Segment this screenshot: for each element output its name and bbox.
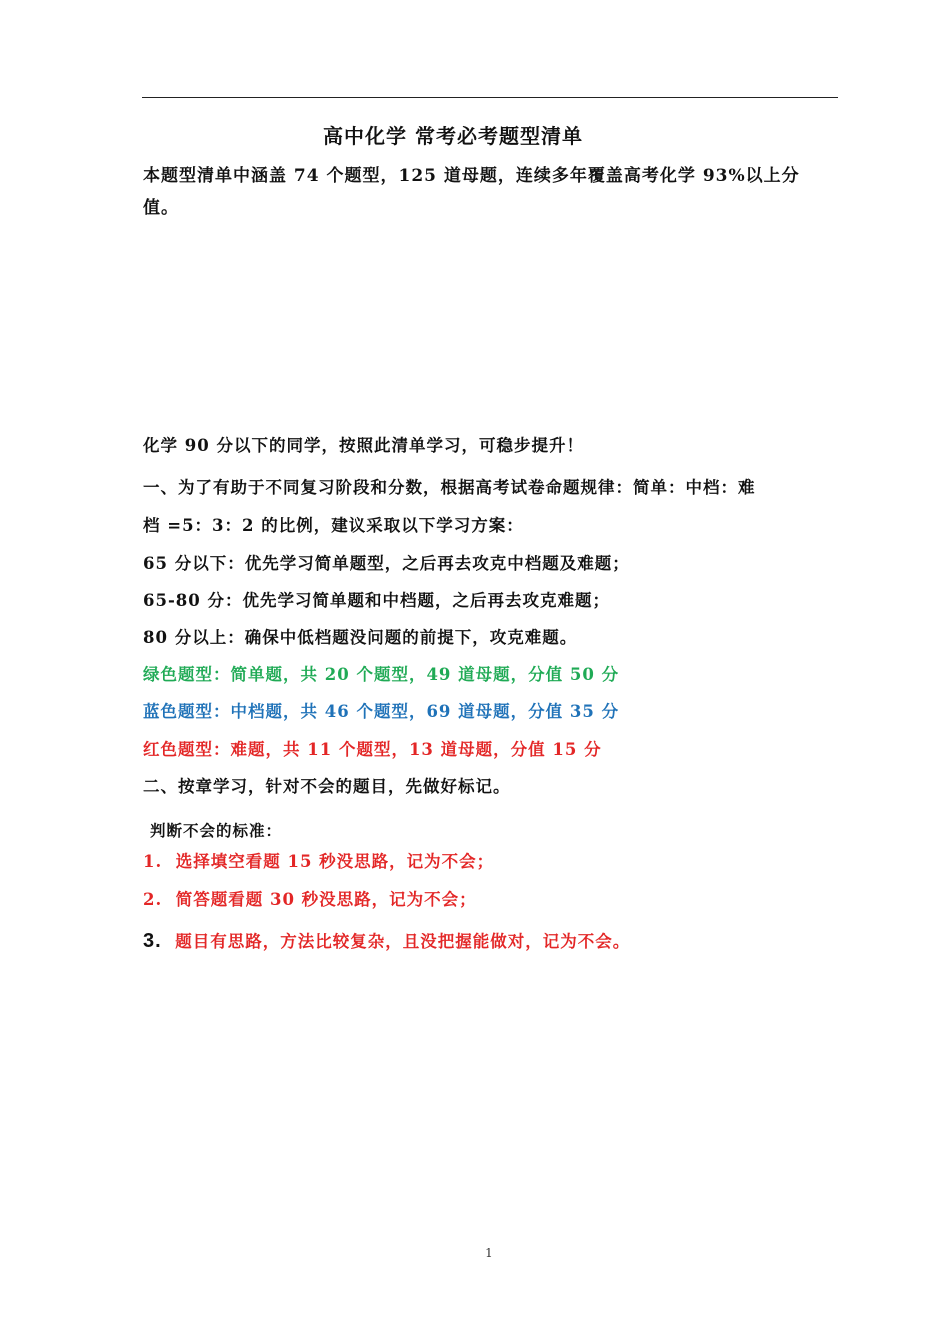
section1-line1: 一、为了有助于不同复习阶段和分数，根据高考试卷命题规律：简单：中档：难 xyxy=(143,478,756,497)
plan-65-80: 65-80 分：优先学习简单题和中档题，之后再去攻克难题； xyxy=(143,591,611,610)
section1-line2: 档 =5：3：2 的比例，建议采取以下学习方案： xyxy=(143,516,524,535)
criteria-number: 3. xyxy=(143,930,162,952)
blue-types-line: 蓝色题型：中档题，共 46 个题型，69 道母题，分值 35 分 xyxy=(143,702,620,721)
intro-paragraph: 本题型清单中涵盖 74 个题型，125 道母题，连续多年覆盖高考化学 93%以上分值。 xyxy=(143,166,800,218)
plan-below-65: 65 分以下：优先学习简单题型，之后再去攻克中档题及难题； xyxy=(143,554,630,573)
red-types-line: 红色题型：难题，共 11 个题型，13 道母题，分值 15 分 xyxy=(143,740,602,759)
criteria-heading: 判断不会的标准： xyxy=(150,821,283,840)
criteria-number: 2. xyxy=(143,890,163,909)
criteria-text: 题目有思路，方法比较复杂，且没把握能做对，记为不会。 xyxy=(175,932,631,951)
criteria-text: 简答题看题 30 秒没思路，记为不会； xyxy=(175,890,477,909)
criteria-number: 1. xyxy=(143,852,163,871)
section2-line: 二、按章学习，针对不会的题目，先做好标记。 xyxy=(143,777,511,796)
document-title: 高中化学 常考必考题型清单 xyxy=(323,124,583,148)
green-types-line: 绿色题型：简单题，共 20 个题型，49 道母题，分值 50 分 xyxy=(143,665,620,684)
criteria-item-1 xyxy=(143,848,494,872)
criteria-item-2 xyxy=(143,886,477,910)
header-rule xyxy=(142,97,838,98)
lead-sentence: 化学 90 分以下的同学，按照此清单学习，可稳步提升！ xyxy=(143,436,584,455)
plan-above-80: 80 分以上：确保中低档题没问题的前提下，攻克难题。 xyxy=(143,628,578,647)
criteria-text: 选择填空看题 15 秒没思路，记为不会； xyxy=(175,852,495,871)
criteria-item-3 xyxy=(143,928,630,953)
page-number: 1 xyxy=(485,1246,493,1260)
